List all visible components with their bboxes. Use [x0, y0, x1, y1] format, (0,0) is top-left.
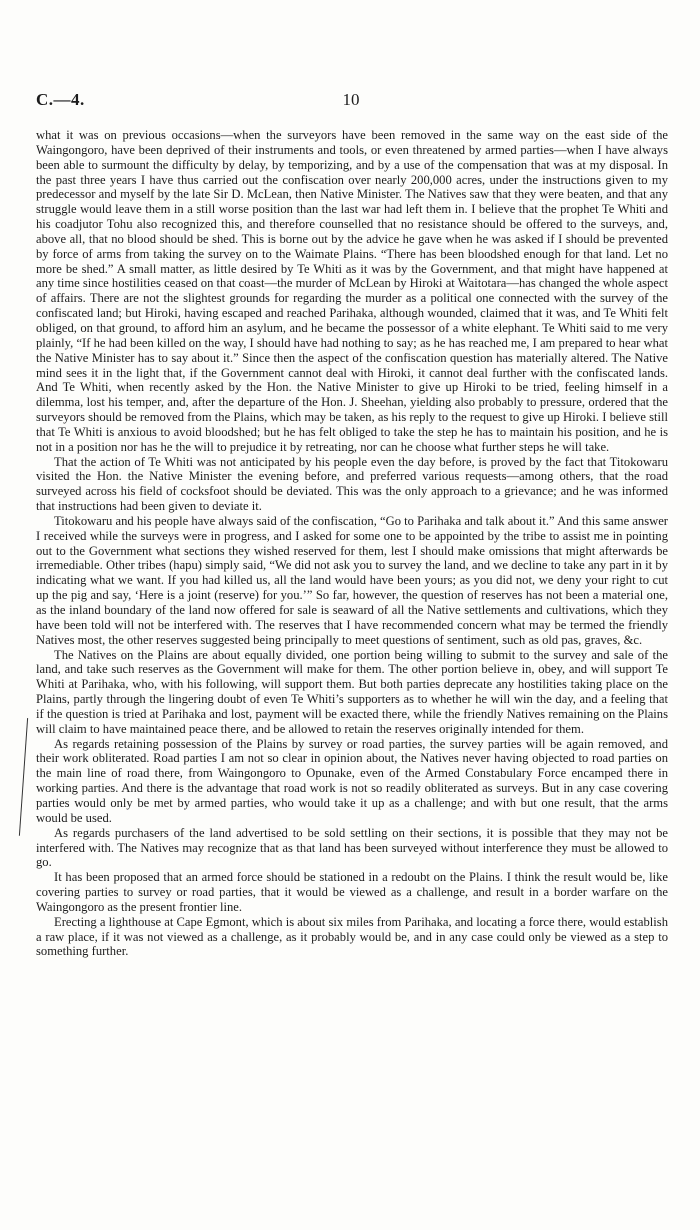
document-code: C.—4. [36, 90, 85, 109]
paragraph: It has been proposed that an armed force should be stationed in a redoubt on the Plains. I think the result would be, like covering parties to survey or road parties, that it would be viewed as a challenge, and result in a border warfare on the Waingongoro as the present frontier line. [36, 870, 668, 914]
paragraph: Erecting a lighthouse at Cape Egmont, which is about six miles from Parihaka, and locating a force there, would establish a raw place, if it was not viewed as a challenge, as it probably would be, and in any case could only be viewed as a step to something further. [36, 914, 668, 959]
body-text [36, 128, 668, 959]
page-header [36, 90, 666, 114]
paragraph: what it was on previous occasions—when the surveyors have been removed in the same way on the east side of the Waingongoro, have been deprived of their instruments and tools, or even threatened by armed parties—when I have always been able to surmount the difficulty by delay, by temporizing, and by a use of the compensation that was at my disposal. In the past three years I have thus carried out the confiscation over nearly 200,000 acres, under the instructions given to my predecessor and myself by the late Sir D. McLean, then Native Minister. The Natives saw that they were beaten, and that any struggle would leave them in a still worse position than the last war had left them in. I believe that the prophet Te Whiti and his coadjutor Tohu also recognized this, and therefore counselled that no resistance should be offered to the surveys, and, above all, that no blood should be shed. This is borne out by the advice he gave when he was asked if I should be prevented by force of arms from taking the survey on to the Waimate Plains. “There has been bloodshed enough for that land. Let no more be shed.” A small matter, as little desired by Te Whiti as it was by the Government, and that might have happened at any time since hostilities ceased on that coast—the murder of McLean by Hiroki at Waitotara—has changed the whole aspect of affairs. There are not the slightest grounds for regarding the murder as a political one connected with the survey of the confiscated land; but Hiroki, having escaped and reached Parihaka, although wounded, claimed that it was, and Te Whiti felt obliged, on that ground, to afford him an asylum, and he became the possessor of a white elephant. Te Whiti said to me very plainly, “If he had been killed on the way, I should have had nothing to say; as he has reached me, I am prepared to hear what the Native Minister has to say about it.” Since then the aspect of the confiscation question has materially altered. The Native mind sees it in the light that, if the Government cannot deal with Hiroki, it cannot deal further with the confiscated lands. And Te Whiti, when recently asked by the Hon. the Native Minister to give up Hiroki to be tried, feeling himself in a dilemma, lost his temper, and, after the departure of the Hon. J. Sheehan, yielding also probably to pressure, ordered that the surveyors should be removed from the Plains, which may be taken, as his reply to the request to give up Hiroki. I believe still that Te Whiti is anxious to avoid bloodshed; but he has felt obliged to take the step he has to maintain his position, and he is not in a position nor has he the will to prejudice it by retreating, nor can he choose what further steps he will take. [36, 128, 668, 454]
margin-pencil-mark [19, 718, 31, 836]
paragraph: The Natives on the Plains are about equally divided, one portion being willing to submit to the survey and sale of the land, and take such reserves as the Government will make for them. The other portion believe in, obey, and will support Te Whiti at Parihaka, who, with his following, will support them. But both parties deprecate any hostilities taking place on the Plains, partly through the lingering doubt of even Te Whiti’s supporters as to whether he will win the day, and a feeling that if the question is tried at Parihaka and lost, payment will be exacted there, while the friendly Natives remaining on the Plains will claim to have maintained peace there, and be allowed to retain the reserves originally intended for them. [36, 647, 668, 736]
paragraph: Titokowaru and his people have always said of the confiscation, “Go to Parihaka and talk about it.” And this same answer I received while the surveys were in progress, and I asked for some one to be appointed by the tribe to assist me in pointing out to the Government what sections they wished reserved for them, lest I should make omissions that might afterwards be irremediable. Other tribes (hapu) simply said, “We did not ask you to survey the land, and we decline to take any part in it by indicating what we want. If you had killed us, all the land would have been yours; as you did not, we deny your right to cut up the pig and say, ‘Here is a joint (reserve) for you.’” So far, however, the question of reserves has not been a material one, as the inland boundary of the land now offered for sale is seaward of all the Native settlements and cultivations, which they have been told will not be interfered with. The reserves that I have recommended concern what may be termed the friendly Natives most, the other reserves suggested being principally to meet questions of sentiment, such as old pas, graves, &c. [36, 513, 668, 647]
paragraph: As regards retaining possession of the Plains by survey or road parties, the survey parties will be again removed, and their work obliterated. Road parties I am not so clear in opinion about, the Natives never having objected to road parties on the main line of road there, from Waingongoro to Opunake, even of the Armed Constabulary Force encamped there in working parties. And there is the advantage that road work is not so readily obliterated as surveys. But in any case covering parties would only be met by armed parties, who would take it up as a challenge; and with but one result, that the arms would be used. [36, 736, 668, 825]
page-number: 10 [342, 90, 360, 109]
paragraph: That the action of Te Whiti was not anticipated by his people even the day before, is proved by the fact that Titokowaru visited the Hon. the Native Minister the evening before, and preferred various requests—among others, that the road surveyed across his field of cocksfoot should be deviated. This was the only approach to a grievance; and he was informed that instructions had been given to deviate it. [36, 454, 668, 514]
paragraph: As regards purchasers of the land advertised to be sold settling on their sections, it is possible that they may not be interfered with. The Natives may recognize that as that land has been surveyed without interference they must be allowed to go. [36, 825, 668, 870]
